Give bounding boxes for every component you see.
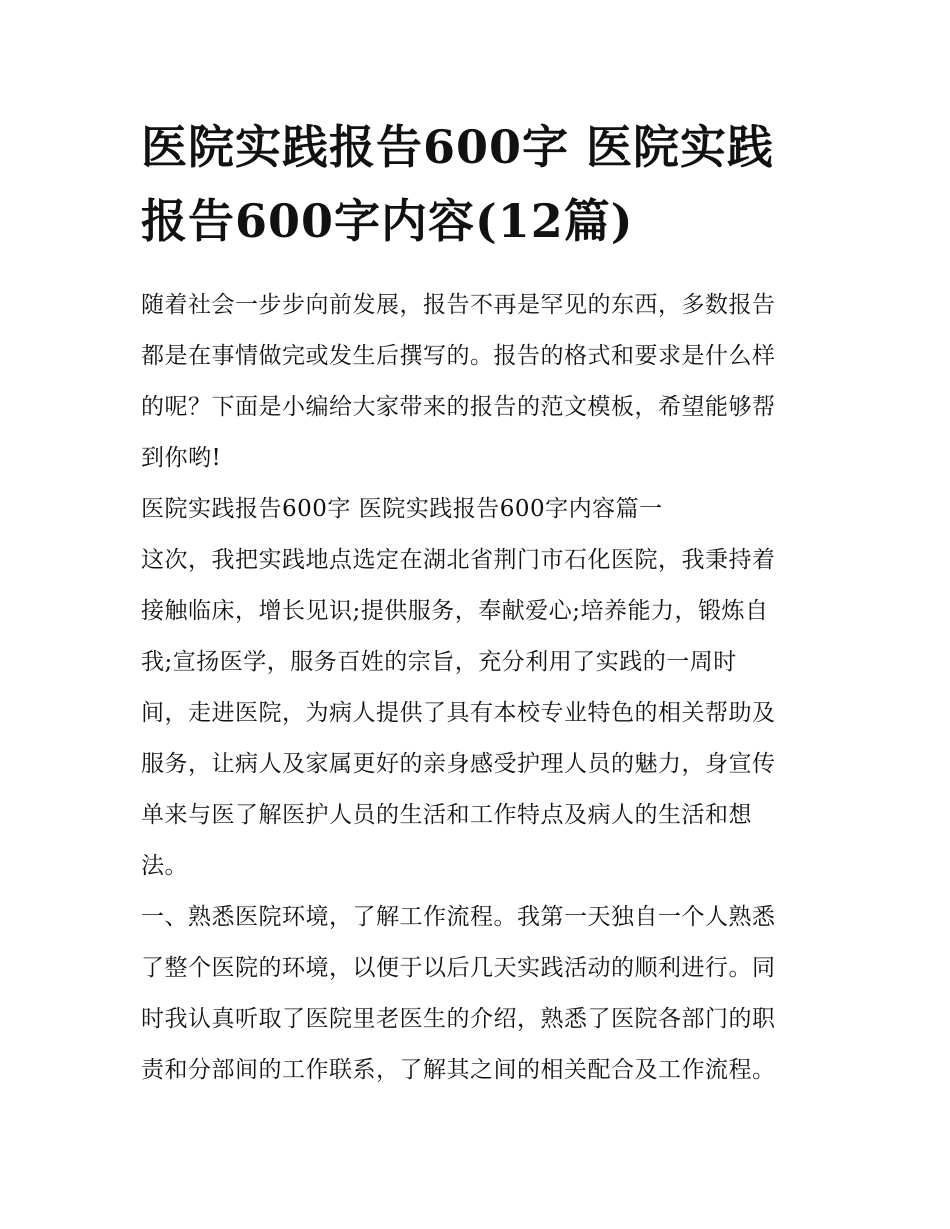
paragraph-line: 时我认真听取了医院里老医生的介绍，熟悉了医院各部门的职 [141, 1006, 776, 1032]
document-page [141, 110, 813, 1096]
paragraph-line: 这次，我把实践地点选定在湖北省荆门市石化医院，我秉持着 [141, 547, 776, 573]
document-title [141, 110, 813, 258]
paragraph-line: 责和分部间的工作联系，了解其之间的相关配合及工作流程。 [141, 1057, 776, 1083]
paragraph-line: 单来与医了解医护人员的生活和工作特点及病人的生活和想 [141, 802, 752, 828]
intro-line-2: 都是在事情做完或发生后撰写的。报告的格式和要求是什么样 [141, 343, 776, 369]
paragraph-line: 法。 [141, 853, 188, 879]
paragraph-line: 了整个医院的环境，以便于以后几天实践活动的顺利进行。同 [141, 955, 776, 981]
title-line-2: 报告600字内容(12篇) [141, 194, 634, 248]
intro-line-3: 的呢？下面是小编给大家带来的报告的范文模板，希望能够帮 [141, 394, 776, 420]
paragraph-line: 接触临床，增长见识;提供服务，奉献爱心;培养能力，锻炼自 [141, 598, 769, 624]
paragraph-line: 间，走进医院，为病人提供了具有本校专业特色的相关帮助及 [141, 700, 776, 726]
section-heading: 医院实践报告600字 医院实践报告600字内容篇一 [141, 496, 663, 522]
title-line-1: 医院实践报告600字 医院实践 [141, 120, 775, 174]
intro-line-1: 随着社会一步步向前发展，报告不再是罕见的东西，多数报告 [141, 292, 776, 318]
paragraph-line: 一、熟悉医院环境，了解工作流程。我第一天独自一个人熟悉 [141, 904, 776, 930]
paragraph-line: 服务，让病人及家属更好的亲身感受护理人员的魅力，身宣传 [141, 751, 776, 777]
document-body [141, 280, 813, 1096]
paragraph-line: 我;宣扬医学，服务百姓的宗旨，充分利用了实践的一周时 [141, 649, 737, 675]
intro-line-4: 到你哟! [141, 445, 222, 471]
